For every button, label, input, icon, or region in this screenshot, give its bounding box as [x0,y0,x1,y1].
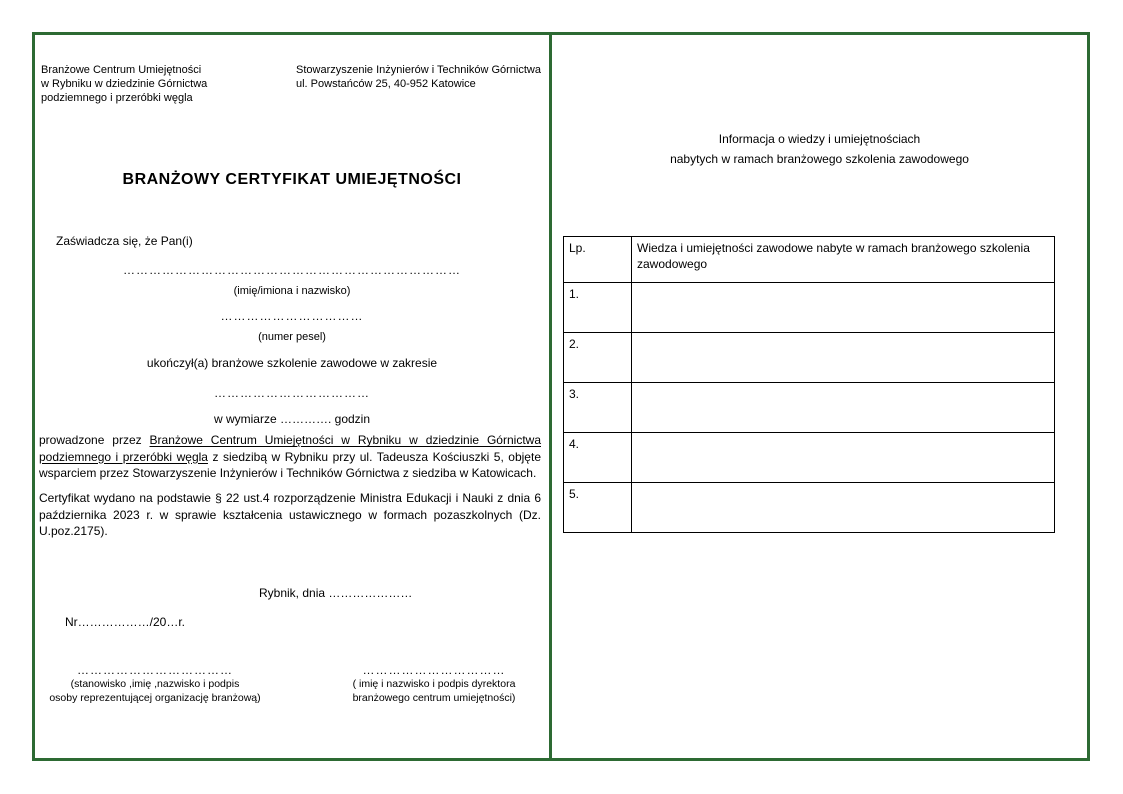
conducted-paragraph [39,432,541,482]
signature-left-caption: osoby reprezentującej organizację branżową) [49,692,261,704]
signature-right-dotted-line: …………………………… [362,663,506,677]
duration-line: w wymiarze …………. godzin [213,412,371,426]
paragraph1-suffix: z siedzibą w Rybniku przy ul. Tadeusza Kościuszki 5, objęte wsparciem przez Stowarzyszenie Inżynierów i Techników Górnictwa z siedziba w Katowicach. [39,449,541,480]
row-number-cell: 2. [564,333,632,383]
row-content-cell [632,383,1055,433]
signature-row [35,663,549,705]
signature-right [323,663,545,705]
table-header-description: Wiedza i umiejętności zawodowe nabyte w ramach branżowego szkolenia zawodowego [632,237,1055,283]
row-content-cell [632,483,1055,533]
association-block [296,63,541,91]
signature-left-dotted-line: ……………………………… [77,663,233,677]
signature-right-caption: branżowego centrum umiejętności) [352,692,516,704]
name-dotted-line: …………………………………………………………………… [123,263,461,277]
row-number-cell: 3. [564,383,632,433]
completed-line: ukończył(a) branżowe szkolenie zawodowe w zakresie [146,356,438,370]
association-line: ul. Powstańców 25, 40-952 Katowice [296,78,476,90]
issuer-line: podziemnego i przeróbki węgla [41,92,193,104]
row-content-cell [632,333,1055,383]
info-page [552,35,1087,758]
paragraph1-prefix: prowadzone przez [39,433,150,447]
table-header-lp: Lp. [564,237,632,283]
row-number-cell: 5. [564,483,632,533]
table-row [564,283,1055,333]
certificate-number-line: Nr………………/20…r. [65,615,186,629]
info-heading-line: Informacja o wiedzy i umiejętnościach [718,132,921,146]
association-line: Stowarzyszenie Inżynierów i Techników Górnictwa [296,64,541,76]
place-date-line: Rybnik, dnia ………………… [259,586,413,600]
issuer-line: w Rybniku w dziedzinie Górnictwa [41,78,208,90]
row-content-cell [632,283,1055,333]
signature-left-caption: (stanowisko ,imię ,nazwisko i podpis [70,678,240,690]
row-content-cell [632,433,1055,483]
table-row [564,483,1055,533]
row-number-cell: 4. [564,433,632,483]
paragraph1-underlined: Branżowe Centrum Umiejętności w Rybniku w dziedzinie Górnictwa podziemnego i przeróbki węgla [39,433,541,464]
certifies-line: Zaświadcza się, że Pan(i) [56,234,193,248]
table-row [564,383,1055,433]
pesel-dotted-line: …………………………… [220,309,364,323]
issuer-block [41,63,207,105]
certificate-title: BRANŻOWY CERTYFIKAT UMIEJĘTNOŚCI [122,171,462,188]
info-heading-line: nabytych w ramach branżowego szkolenia zawodowego [670,152,969,166]
name-caption: (imię/imiona i nazwisko) [233,285,351,297]
scope-dotted-line: ……………………………… [214,386,370,400]
legal-basis-paragraph: Certyfikat wydano na podstawie § 22 ust.4 rozporządzenie Ministra Edukacji i Nauki z dnia 6 października 2023 r. w sprawie kształcenia ustawicznego w formach pozaszkolnych (Dz. U.poz.2175). [39,491,541,538]
page-border [32,32,1090,761]
info-heading [552,129,1087,169]
table-header-row [564,237,1055,283]
signature-right-caption: ( imię i nazwisko i podpis dyrektora [352,678,516,690]
pesel-caption: (numer pesel) [258,331,326,343]
issuer-line: Branżowe Centrum Umiejętności [41,64,202,76]
row-number-cell: 1. [564,283,632,333]
table-row [564,333,1055,383]
certificate-page [35,35,549,758]
table-row [564,433,1055,483]
skills-table [563,236,1055,533]
signature-left [35,663,275,705]
